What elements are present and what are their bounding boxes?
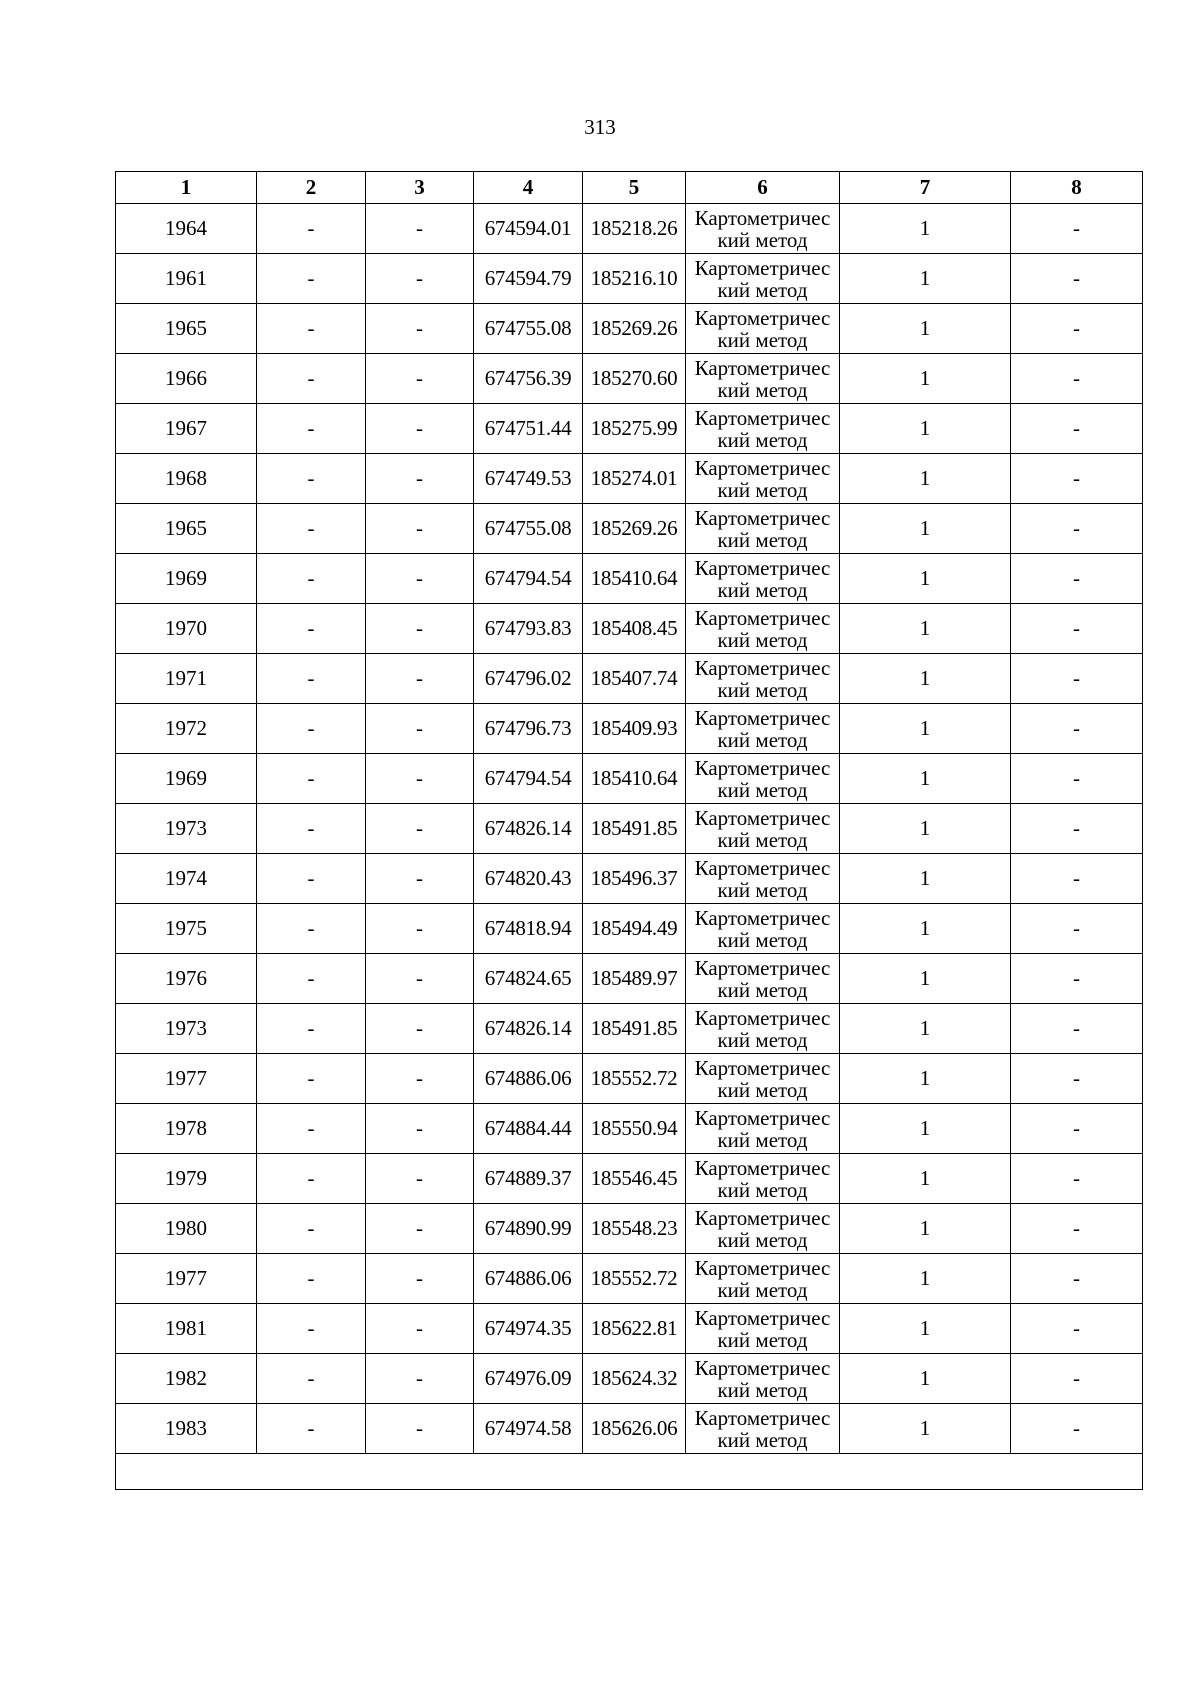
column-header-1: 1 (116, 172, 257, 204)
accuracy-cell: 1 (840, 754, 1011, 804)
point-number-cell: 1974 (116, 854, 257, 904)
y-coordinate-cell: 185408.45 (583, 604, 686, 654)
col-2-cell: - (257, 704, 366, 754)
accuracy-cell: 1 (840, 454, 1011, 504)
accuracy-cell: 1 (840, 504, 1011, 554)
method-line-2: кий метод (717, 827, 808, 852)
method-line-1: Картометричес (694, 555, 831, 580)
col-8-cell: - (1011, 504, 1143, 554)
method-line-2: кий метод (717, 277, 808, 302)
col-3-cell: - (366, 604, 474, 654)
table-row (116, 1104, 1143, 1154)
table-row (116, 1304, 1143, 1354)
col-3-cell: - (366, 1404, 474, 1454)
table-row (116, 354, 1143, 404)
method-line-1: Картометричес (694, 1405, 831, 1430)
col-3-cell: - (366, 704, 474, 754)
y-coordinate-cell: 185622.81 (583, 1304, 686, 1354)
table-row (116, 454, 1143, 504)
x-coordinate-cell: 674824.65 (474, 954, 583, 1004)
col-2-cell: - (257, 1054, 366, 1104)
table-row (116, 404, 1143, 454)
y-coordinate-cell: 185270.60 (583, 354, 686, 404)
y-coordinate-cell: 185552.72 (583, 1054, 686, 1104)
col-2-cell: - (257, 554, 366, 604)
col-2-cell: - (257, 1204, 366, 1254)
x-coordinate-cell: 674976.09 (474, 1354, 583, 1404)
accuracy-cell: 1 (840, 804, 1011, 854)
col-8-cell: - (1011, 604, 1143, 654)
method-line-2: кий метод (717, 477, 808, 502)
method-line-2: кий метод (717, 627, 808, 652)
table-row (116, 854, 1143, 904)
col-3-cell: - (366, 1154, 474, 1204)
method-line-2: кий метод (717, 1077, 808, 1102)
col-8-cell: - (1011, 804, 1143, 854)
accuracy-cell: 1 (840, 1354, 1011, 1404)
col-2-cell: - (257, 1404, 366, 1454)
col-8-cell: - (1011, 754, 1143, 804)
method-cell (686, 1154, 840, 1204)
method-line-1: Картометричес (694, 355, 831, 380)
method-cell (686, 754, 840, 804)
table-row (116, 504, 1143, 554)
method-cell (686, 1354, 840, 1404)
method-line-2: кий метод (717, 1027, 808, 1052)
x-coordinate-cell: 674889.37 (474, 1154, 583, 1204)
col-2-cell: - (257, 904, 366, 954)
y-coordinate-cell: 185624.32 (583, 1354, 686, 1404)
method-line-2: кий метод (717, 1327, 808, 1352)
point-number-cell: 1965 (116, 304, 257, 354)
method-line-1: Картометричес (694, 755, 831, 780)
x-coordinate-cell: 674974.35 (474, 1304, 583, 1354)
table-row (116, 704, 1143, 754)
accuracy-cell: 1 (840, 954, 1011, 1004)
col-3-cell: - (366, 254, 474, 304)
method-cell (686, 1004, 840, 1054)
method-cell (686, 604, 840, 654)
method-line-1: Картометричес (694, 305, 831, 330)
y-coordinate-cell: 185494.49 (583, 904, 686, 954)
point-number-cell: 1979 (116, 1154, 257, 1204)
point-number-cell: 1971 (116, 654, 257, 704)
method-line-2: кий метод (717, 927, 808, 952)
col-3-cell: - (366, 304, 474, 354)
col-3-cell: - (366, 854, 474, 904)
y-coordinate-cell: 185275.99 (583, 404, 686, 454)
col-2-cell: - (257, 1254, 366, 1304)
method-cell (686, 204, 840, 254)
method-line-2: кий метод (717, 1377, 808, 1402)
method-line-2: кий метод (717, 1127, 808, 1152)
col-2-cell: - (257, 754, 366, 804)
method-line-2: кий метод (717, 777, 808, 802)
col-8-cell: - (1011, 454, 1143, 504)
y-coordinate-cell: 185546.45 (583, 1154, 686, 1204)
method-cell (686, 704, 840, 754)
accuracy-cell: 1 (840, 1004, 1011, 1054)
y-coordinate-cell: 185269.26 (583, 304, 686, 354)
coordinates-table (115, 171, 1143, 1490)
method-line-1: Картометричес (694, 655, 831, 680)
table-row (116, 954, 1143, 1004)
table-header-row (116, 172, 1143, 204)
col-3-cell: - (366, 804, 474, 854)
x-coordinate-cell: 674751.44 (474, 404, 583, 454)
method-cell (686, 504, 840, 554)
point-number-cell: 1981 (116, 1304, 257, 1354)
point-number-cell: 1968 (116, 454, 257, 504)
col-2-cell: - (257, 604, 366, 654)
col-3-cell: - (366, 504, 474, 554)
col-2-cell: - (257, 254, 366, 304)
col-2-cell: - (257, 1304, 366, 1354)
point-number-cell: 1969 (116, 754, 257, 804)
method-line-2: кий метод (717, 1227, 808, 1252)
accuracy-cell: 1 (840, 704, 1011, 754)
method-line-1: Картометричес (694, 455, 831, 480)
point-number-cell: 1977 (116, 1254, 257, 1304)
method-line-1: Картометричес (694, 705, 831, 730)
x-coordinate-cell: 674594.01 (474, 204, 583, 254)
x-coordinate-cell: 674749.53 (474, 454, 583, 504)
table-row (116, 204, 1143, 254)
method-line-1: Картометричес (694, 405, 831, 430)
col-2-cell: - (257, 1004, 366, 1054)
point-number-cell: 1967 (116, 404, 257, 454)
column-header-6: 6 (686, 172, 840, 204)
x-coordinate-cell: 674794.54 (474, 554, 583, 604)
accuracy-cell: 1 (840, 654, 1011, 704)
point-number-cell: 1966 (116, 354, 257, 404)
col-8-cell: - (1011, 1404, 1143, 1454)
col-3-cell: - (366, 204, 474, 254)
column-header-5: 5 (583, 172, 686, 204)
table-row (116, 604, 1143, 654)
table-row (116, 1154, 1143, 1204)
x-coordinate-cell: 674886.06 (474, 1254, 583, 1304)
method-line-1: Картометричес (694, 855, 831, 880)
col-8-cell: - (1011, 1154, 1143, 1204)
y-coordinate-cell: 185409.93 (583, 704, 686, 754)
accuracy-cell: 1 (840, 404, 1011, 454)
point-number-cell: 1969 (116, 554, 257, 604)
method-line-2: кий метод (717, 727, 808, 752)
table-row (116, 1204, 1143, 1254)
method-line-1: Картометричес (694, 1055, 831, 1080)
col-3-cell: - (366, 654, 474, 704)
y-coordinate-cell: 185550.94 (583, 1104, 686, 1154)
col-3-cell: - (366, 1254, 474, 1304)
method-line-1: Картометричес (694, 505, 831, 530)
col-3-cell: - (366, 1304, 474, 1354)
col-8-cell: - (1011, 854, 1143, 904)
point-number-cell: 1970 (116, 604, 257, 654)
method-line-1: Картометричес (694, 1205, 831, 1230)
col-2-cell: - (257, 454, 366, 504)
method-line-1: Картометричес (694, 605, 831, 630)
accuracy-cell: 1 (840, 1304, 1011, 1354)
col-8-cell: - (1011, 554, 1143, 604)
x-coordinate-cell: 674755.08 (474, 304, 583, 354)
table-row (116, 554, 1143, 604)
point-number-cell: 1965 (116, 504, 257, 554)
method-cell (686, 854, 840, 904)
x-coordinate-cell: 674890.99 (474, 1204, 583, 1254)
col-3-cell: - (366, 904, 474, 954)
col-2-cell: - (257, 1104, 366, 1154)
column-header-7: 7 (840, 172, 1011, 204)
point-number-cell: 1964 (116, 204, 257, 254)
method-line-1: Картометричес (694, 255, 831, 280)
col-8-cell: - (1011, 404, 1143, 454)
accuracy-cell: 1 (840, 1054, 1011, 1104)
y-coordinate-cell: 185496.37 (583, 854, 686, 904)
col-3-cell: - (366, 1004, 474, 1054)
x-coordinate-cell: 674755.08 (474, 504, 583, 554)
y-coordinate-cell: 185626.06 (583, 1404, 686, 1454)
method-cell (686, 1104, 840, 1154)
method-cell (686, 404, 840, 454)
table-row (116, 1004, 1143, 1054)
y-coordinate-cell: 185407.74 (583, 654, 686, 704)
method-cell (686, 454, 840, 504)
col-8-cell: - (1011, 904, 1143, 954)
column-header-4: 4 (474, 172, 583, 204)
point-number-cell: 1980 (116, 1204, 257, 1254)
table-row (116, 654, 1143, 704)
table-row (116, 754, 1143, 804)
method-line-2: кий метод (717, 677, 808, 702)
point-number-cell: 1975 (116, 904, 257, 954)
x-coordinate-cell: 674974.58 (474, 1404, 583, 1454)
col-8-cell: - (1011, 204, 1143, 254)
accuracy-cell: 1 (840, 304, 1011, 354)
column-header-2: 2 (257, 172, 366, 204)
col-8-cell: - (1011, 1304, 1143, 1354)
point-number-cell: 1983 (116, 1404, 257, 1454)
method-line-1: Картометричес (694, 205, 831, 230)
x-coordinate-cell: 674594.79 (474, 254, 583, 304)
col-2-cell: - (257, 204, 366, 254)
accuracy-cell: 1 (840, 1104, 1011, 1154)
y-coordinate-cell: 185269.26 (583, 504, 686, 554)
accuracy-cell: 1 (840, 1204, 1011, 1254)
col-8-cell: - (1011, 1054, 1143, 1104)
col-2-cell: - (257, 1154, 366, 1204)
point-number-cell: 1976 (116, 954, 257, 1004)
point-number-cell: 1973 (116, 804, 257, 854)
method-line-1: Картометричес (694, 1305, 831, 1330)
x-coordinate-cell: 674796.73 (474, 704, 583, 754)
accuracy-cell: 1 (840, 904, 1011, 954)
method-cell (686, 904, 840, 954)
col-8-cell: - (1011, 704, 1143, 754)
col-3-cell: - (366, 404, 474, 454)
method-cell (686, 354, 840, 404)
method-cell (686, 1054, 840, 1104)
accuracy-cell: 1 (840, 1254, 1011, 1304)
col-8-cell: - (1011, 1254, 1143, 1304)
col-2-cell: - (257, 354, 366, 404)
y-coordinate-cell: 185410.64 (583, 554, 686, 604)
x-coordinate-cell: 674884.44 (474, 1104, 583, 1154)
col-2-cell: - (257, 654, 366, 704)
col-8-cell: - (1011, 304, 1143, 354)
col-3-cell: - (366, 954, 474, 1004)
y-coordinate-cell: 185489.97 (583, 954, 686, 1004)
method-line-1: Картометричес (694, 1105, 831, 1130)
col-2-cell: - (257, 954, 366, 1004)
method-line-1: Картометричес (694, 955, 831, 980)
col-3-cell: - (366, 754, 474, 804)
accuracy-cell: 1 (840, 204, 1011, 254)
method-line-2: кий метод (717, 377, 808, 402)
method-line-2: кий метод (717, 1277, 808, 1302)
col-8-cell: - (1011, 1204, 1143, 1254)
col-8-cell: - (1011, 1104, 1143, 1154)
col-8-cell: - (1011, 654, 1143, 704)
y-coordinate-cell: 185216.10 (583, 254, 686, 304)
method-line-2: кий метод (717, 877, 808, 902)
method-line-2: кий метод (717, 1427, 808, 1452)
y-coordinate-cell: 185218.26 (583, 204, 686, 254)
method-line-1: Картометричес (694, 1155, 831, 1180)
col-3-cell: - (366, 1354, 474, 1404)
col-3-cell: - (366, 454, 474, 504)
y-coordinate-cell: 185491.85 (583, 1004, 686, 1054)
col-2-cell: - (257, 804, 366, 854)
accuracy-cell: 1 (840, 854, 1011, 904)
x-coordinate-cell: 674794.54 (474, 754, 583, 804)
empty-footer-cell (116, 1454, 1143, 1490)
col-2-cell: - (257, 304, 366, 354)
method-line-2: кий метод (717, 527, 808, 552)
accuracy-cell: 1 (840, 1154, 1011, 1204)
point-number-cell: 1982 (116, 1354, 257, 1404)
method-cell (686, 1404, 840, 1454)
method-cell (686, 654, 840, 704)
method-line-2: кий метод (717, 427, 808, 452)
x-coordinate-cell: 674820.43 (474, 854, 583, 904)
x-coordinate-cell: 674818.94 (474, 904, 583, 954)
method-cell (686, 1304, 840, 1354)
empty-footer-row (116, 1454, 1143, 1490)
point-number-cell: 1961 (116, 254, 257, 304)
accuracy-cell: 1 (840, 604, 1011, 654)
table-row (116, 904, 1143, 954)
method-cell (686, 304, 840, 354)
y-coordinate-cell: 185548.23 (583, 1204, 686, 1254)
method-line-2: кий метод (717, 1177, 808, 1202)
point-number-cell: 1973 (116, 1004, 257, 1054)
col-2-cell: - (257, 404, 366, 454)
y-coordinate-cell: 185491.85 (583, 804, 686, 854)
point-number-cell: 1978 (116, 1104, 257, 1154)
method-cell (686, 1254, 840, 1304)
col-8-cell: - (1011, 1004, 1143, 1054)
method-line-2: кий метод (717, 577, 808, 602)
table-row (116, 1354, 1143, 1404)
x-coordinate-cell: 674756.39 (474, 354, 583, 404)
col-2-cell: - (257, 854, 366, 904)
table-row (116, 254, 1143, 304)
x-coordinate-cell: 674886.06 (474, 1054, 583, 1104)
point-number-cell: 1977 (116, 1054, 257, 1104)
method-line-1: Картометричес (694, 805, 831, 830)
x-coordinate-cell: 674793.83 (474, 604, 583, 654)
col-2-cell: - (257, 1354, 366, 1404)
col-3-cell: - (366, 1204, 474, 1254)
table-row (116, 1054, 1143, 1104)
col-3-cell: - (366, 1054, 474, 1104)
accuracy-cell: 1 (840, 354, 1011, 404)
method-cell (686, 254, 840, 304)
method-line-1: Картометричес (694, 1255, 831, 1280)
table-row (116, 1254, 1143, 1304)
column-header-8: 8 (1011, 172, 1143, 204)
col-3-cell: - (366, 1104, 474, 1154)
x-coordinate-cell: 674826.14 (474, 1004, 583, 1054)
method-cell (686, 554, 840, 604)
table-row (116, 1404, 1143, 1454)
table-row (116, 304, 1143, 354)
accuracy-cell: 1 (840, 554, 1011, 604)
accuracy-cell: 1 (840, 254, 1011, 304)
method-cell (686, 804, 840, 854)
y-coordinate-cell: 185274.01 (583, 454, 686, 504)
col-8-cell: - (1011, 354, 1143, 404)
x-coordinate-cell: 674796.02 (474, 654, 583, 704)
y-coordinate-cell: 185552.72 (583, 1254, 686, 1304)
col-2-cell: - (257, 504, 366, 554)
point-number-cell: 1972 (116, 704, 257, 754)
accuracy-cell: 1 (840, 1404, 1011, 1454)
col-3-cell: - (366, 554, 474, 604)
column-header-3: 3 (366, 172, 474, 204)
table-body (116, 204, 1143, 1490)
page-number: 313 (584, 115, 616, 139)
y-coordinate-cell: 185410.64 (583, 754, 686, 804)
col-8-cell: - (1011, 254, 1143, 304)
method-line-1: Картометричес (694, 905, 831, 930)
method-cell (686, 1204, 840, 1254)
method-line-2: кий метод (717, 327, 808, 352)
x-coordinate-cell: 674826.14 (474, 804, 583, 854)
col-3-cell: - (366, 354, 474, 404)
col-8-cell: - (1011, 1354, 1143, 1404)
col-8-cell: - (1011, 954, 1143, 1004)
method-line-1: Картометричес (694, 1355, 831, 1380)
method-line-2: кий метод (717, 977, 808, 1002)
method-cell (686, 954, 840, 1004)
method-line-1: Картометричес (694, 1005, 831, 1030)
method-line-2: кий метод (717, 227, 808, 252)
table-row (116, 804, 1143, 854)
